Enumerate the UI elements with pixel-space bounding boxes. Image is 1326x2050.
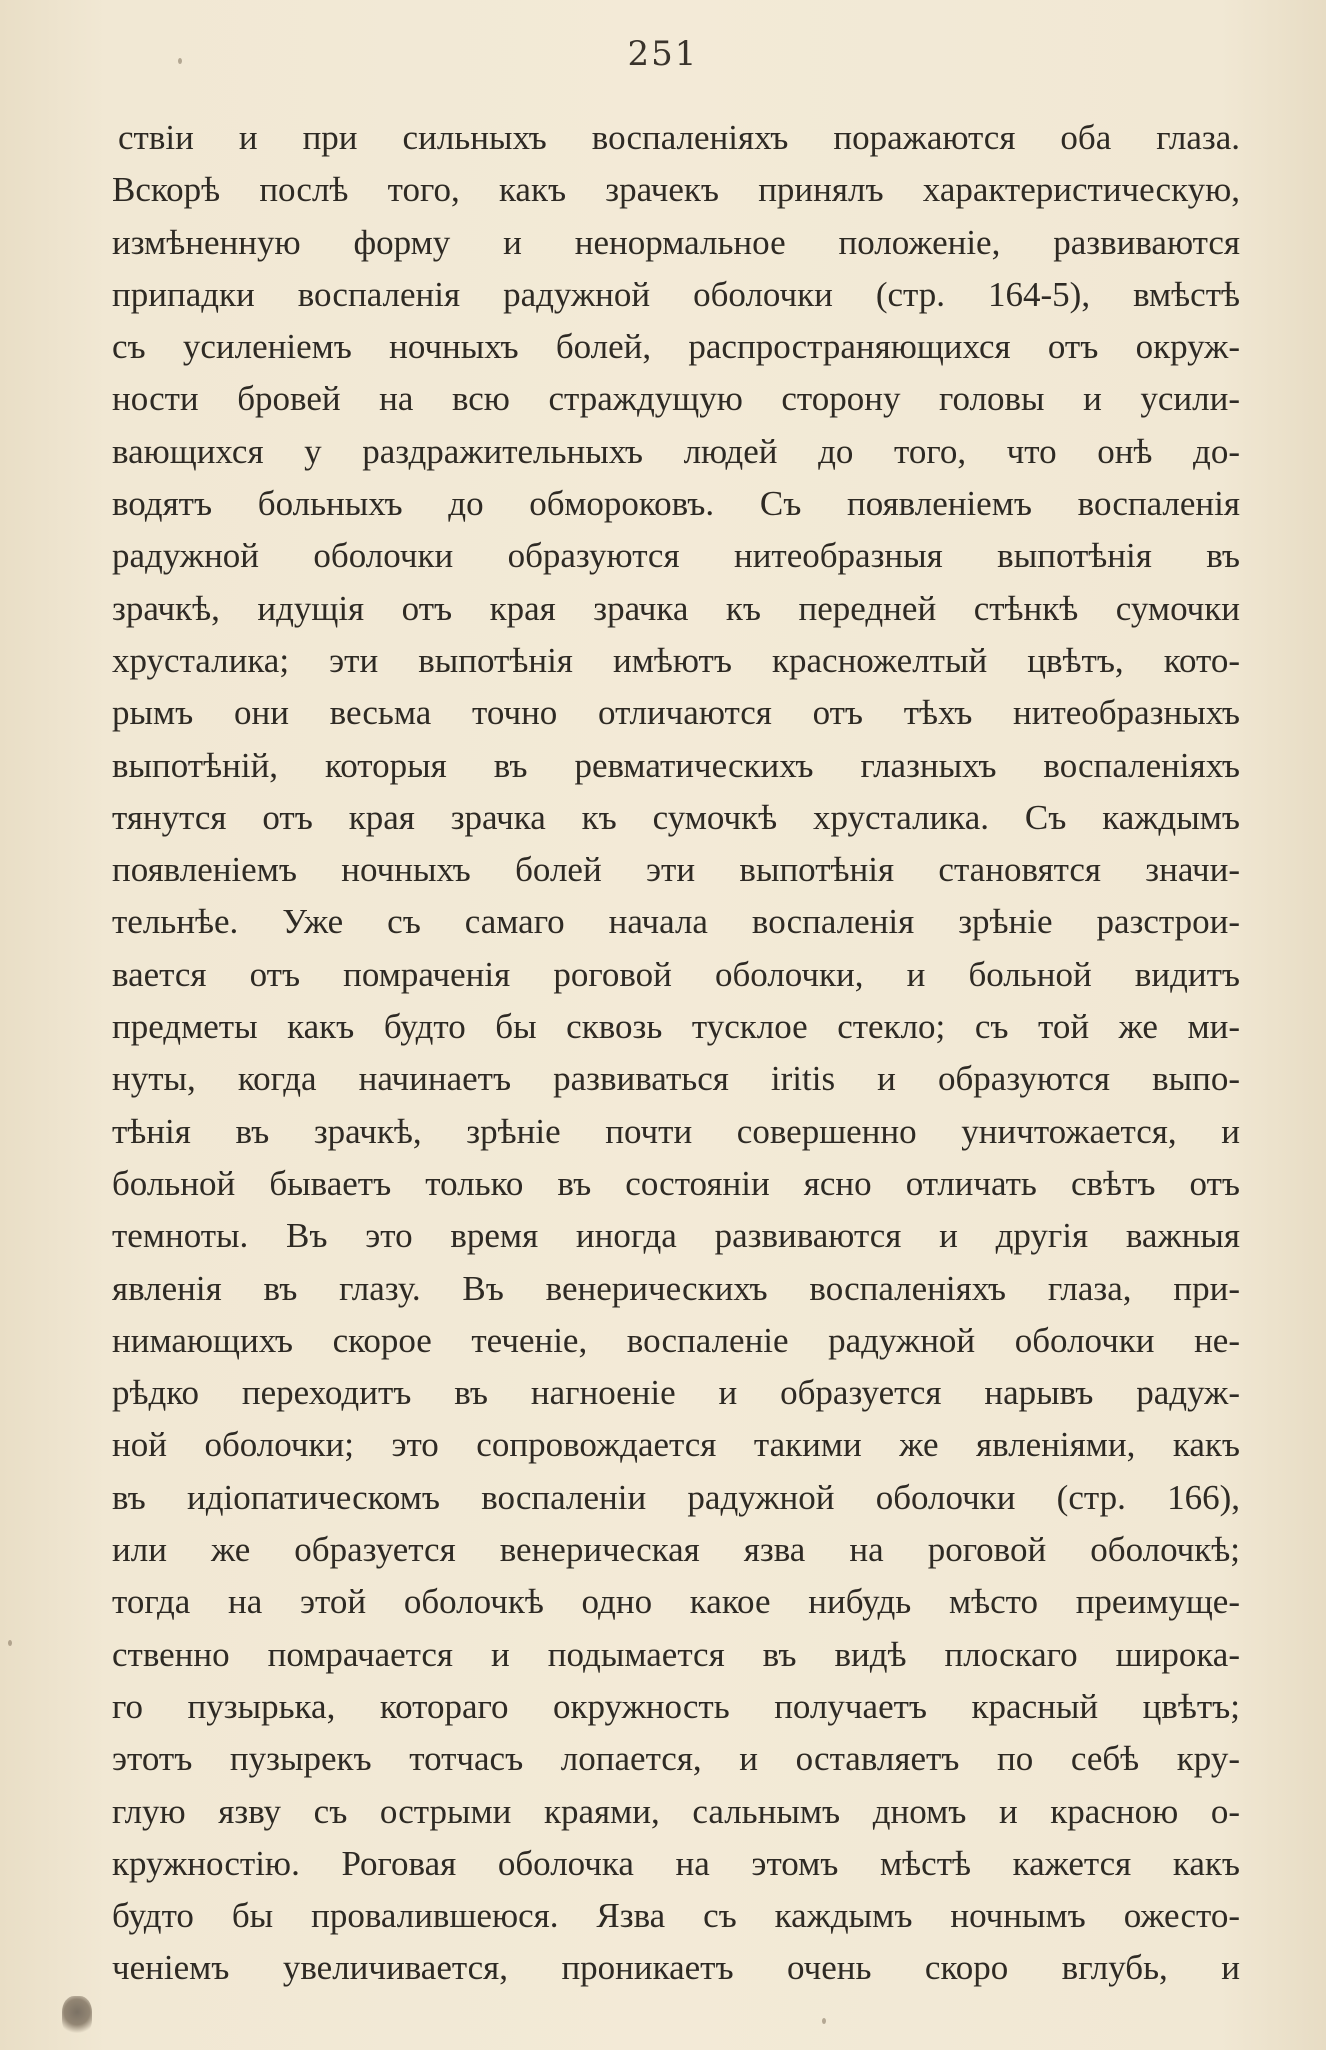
text-line: нимающихъ скорое теченіе, воспаленіе радужной оболочки не-	[112, 1320, 1240, 1360]
text-line: ственно помрачается и подымается въ видѣ плоскаго широка-	[112, 1634, 1240, 1674]
text-line: предметы какъ будто бы сквозь тусклое стекло; съ той же ми-	[112, 1007, 1240, 1047]
text-line: въ идіопатическомъ воспаленіи радужной оболочки (стр. 166),	[112, 1477, 1240, 1517]
paper-speck	[178, 58, 182, 64]
text-line: тѣнія въ зрачкѣ, зрѣніе почти совершенно уничтожается, и	[112, 1111, 1240, 1151]
page-body-text	[112, 112, 1240, 1995]
text-line: глую язву съ острыми краями, сальнымъ дномъ и красною о-	[112, 1791, 1240, 1831]
text-line: темноты. Въ это время иногда развиваются и другія важныя	[112, 1216, 1240, 1256]
text-line: хрусталика; эти выпотѣнія имѣютъ красножелтый цвѣтъ, кото-	[112, 640, 1240, 680]
text-line: вающихся у раздражительныхъ людей до того, что онѣ до-	[112, 431, 1240, 471]
text-line: рѣдко переходитъ въ нагноеніе и образуется нарывъ радуж-	[112, 1373, 1240, 1413]
text-line: тельнѣе. Уже съ самаго начала воспаленія зрѣніе разстрои-	[112, 902, 1240, 942]
text-line: больной бываетъ только въ состояніи ясно отличать свѣтъ отъ	[112, 1163, 1240, 1203]
text-line: припадки воспаленія радужной оболочки (стр. 164-5), вмѣстѣ	[112, 274, 1240, 314]
ink-blot	[62, 1996, 92, 2036]
text-line: Вскорѣ послѣ того, какъ зрачекъ принялъ характеристическую,	[112, 170, 1240, 210]
text-line: нуты, когда начинаетъ развиваться iritis и образуются выпо-	[112, 1059, 1240, 1099]
text-line: ной оболочки; это сопровождается такими же явленіями, какъ	[112, 1425, 1240, 1465]
text-line: тянутся отъ края зрачка къ сумочкѣ хрусталика. Съ каждымъ	[112, 797, 1240, 837]
text-line: явленія въ глазу. Въ венерическихъ воспаленіяхъ глаза, при-	[112, 1268, 1240, 1308]
text-line: вается отъ помраченія роговой оболочки, и больной видитъ	[112, 954, 1240, 994]
text-line: водятъ больныхъ до обмороковъ. Съ появленіемъ воспаленія	[112, 484, 1240, 524]
text-line: появленіемъ ночныхъ болей эти выпотѣнія становятся значи-	[112, 850, 1240, 890]
text-line: ченіемъ увеличивается, проникаетъ очень скоро вглубь, и	[112, 1948, 1240, 1988]
text-line: измѣненную форму и ненормальное положеніе, развиваются	[112, 222, 1240, 262]
paper-speck	[8, 1640, 12, 1646]
text-line: кружностію. Роговая оболочка на этомъ мѣстѣ кажется какъ	[112, 1843, 1240, 1883]
text-line: радужной оболочки образуются нитеобразныя выпотѣнія въ	[112, 536, 1240, 576]
text-line: ности бровей на всю страждущую сторону головы и усили-	[112, 379, 1240, 419]
text-line: будто бы провалившеюся. Язва съ каждымъ ночнымъ ожесто-	[112, 1896, 1240, 1936]
paper-speck	[822, 2018, 826, 2024]
text-line: съ усиленіемъ ночныхъ болей, распространяющихся отъ окруж-	[112, 327, 1240, 367]
text-line: ствіи и при сильныхъ воспаленіяхъ поражаются оба глаза.	[118, 118, 1240, 157]
text-line: этотъ пузырекъ тотчасъ лопается, и оставляетъ по себѣ кру-	[112, 1739, 1240, 1779]
text-line: или же образуется венерическая язва на роговой оболочкѣ;	[112, 1530, 1240, 1570]
text-line: зрачкѣ, идущія отъ края зрачка къ передней стѣнкѣ сумочки	[112, 588, 1240, 628]
text-line: го пузырька, котораго окружность получаетъ красный цвѣтъ;	[112, 1686, 1240, 1726]
text-line: тогда на этой оболочкѣ одно какое нибудь мѣсто преимуще-	[112, 1582, 1240, 1622]
page-number: 251	[627, 34, 699, 74]
text-line: выпотѣній, которыя въ ревматическихъ глазныхъ воспаленіяхъ	[112, 745, 1240, 785]
text-line: рымъ они весьма точно отличаются отъ тѣхъ нитеобразныхъ	[112, 693, 1240, 733]
